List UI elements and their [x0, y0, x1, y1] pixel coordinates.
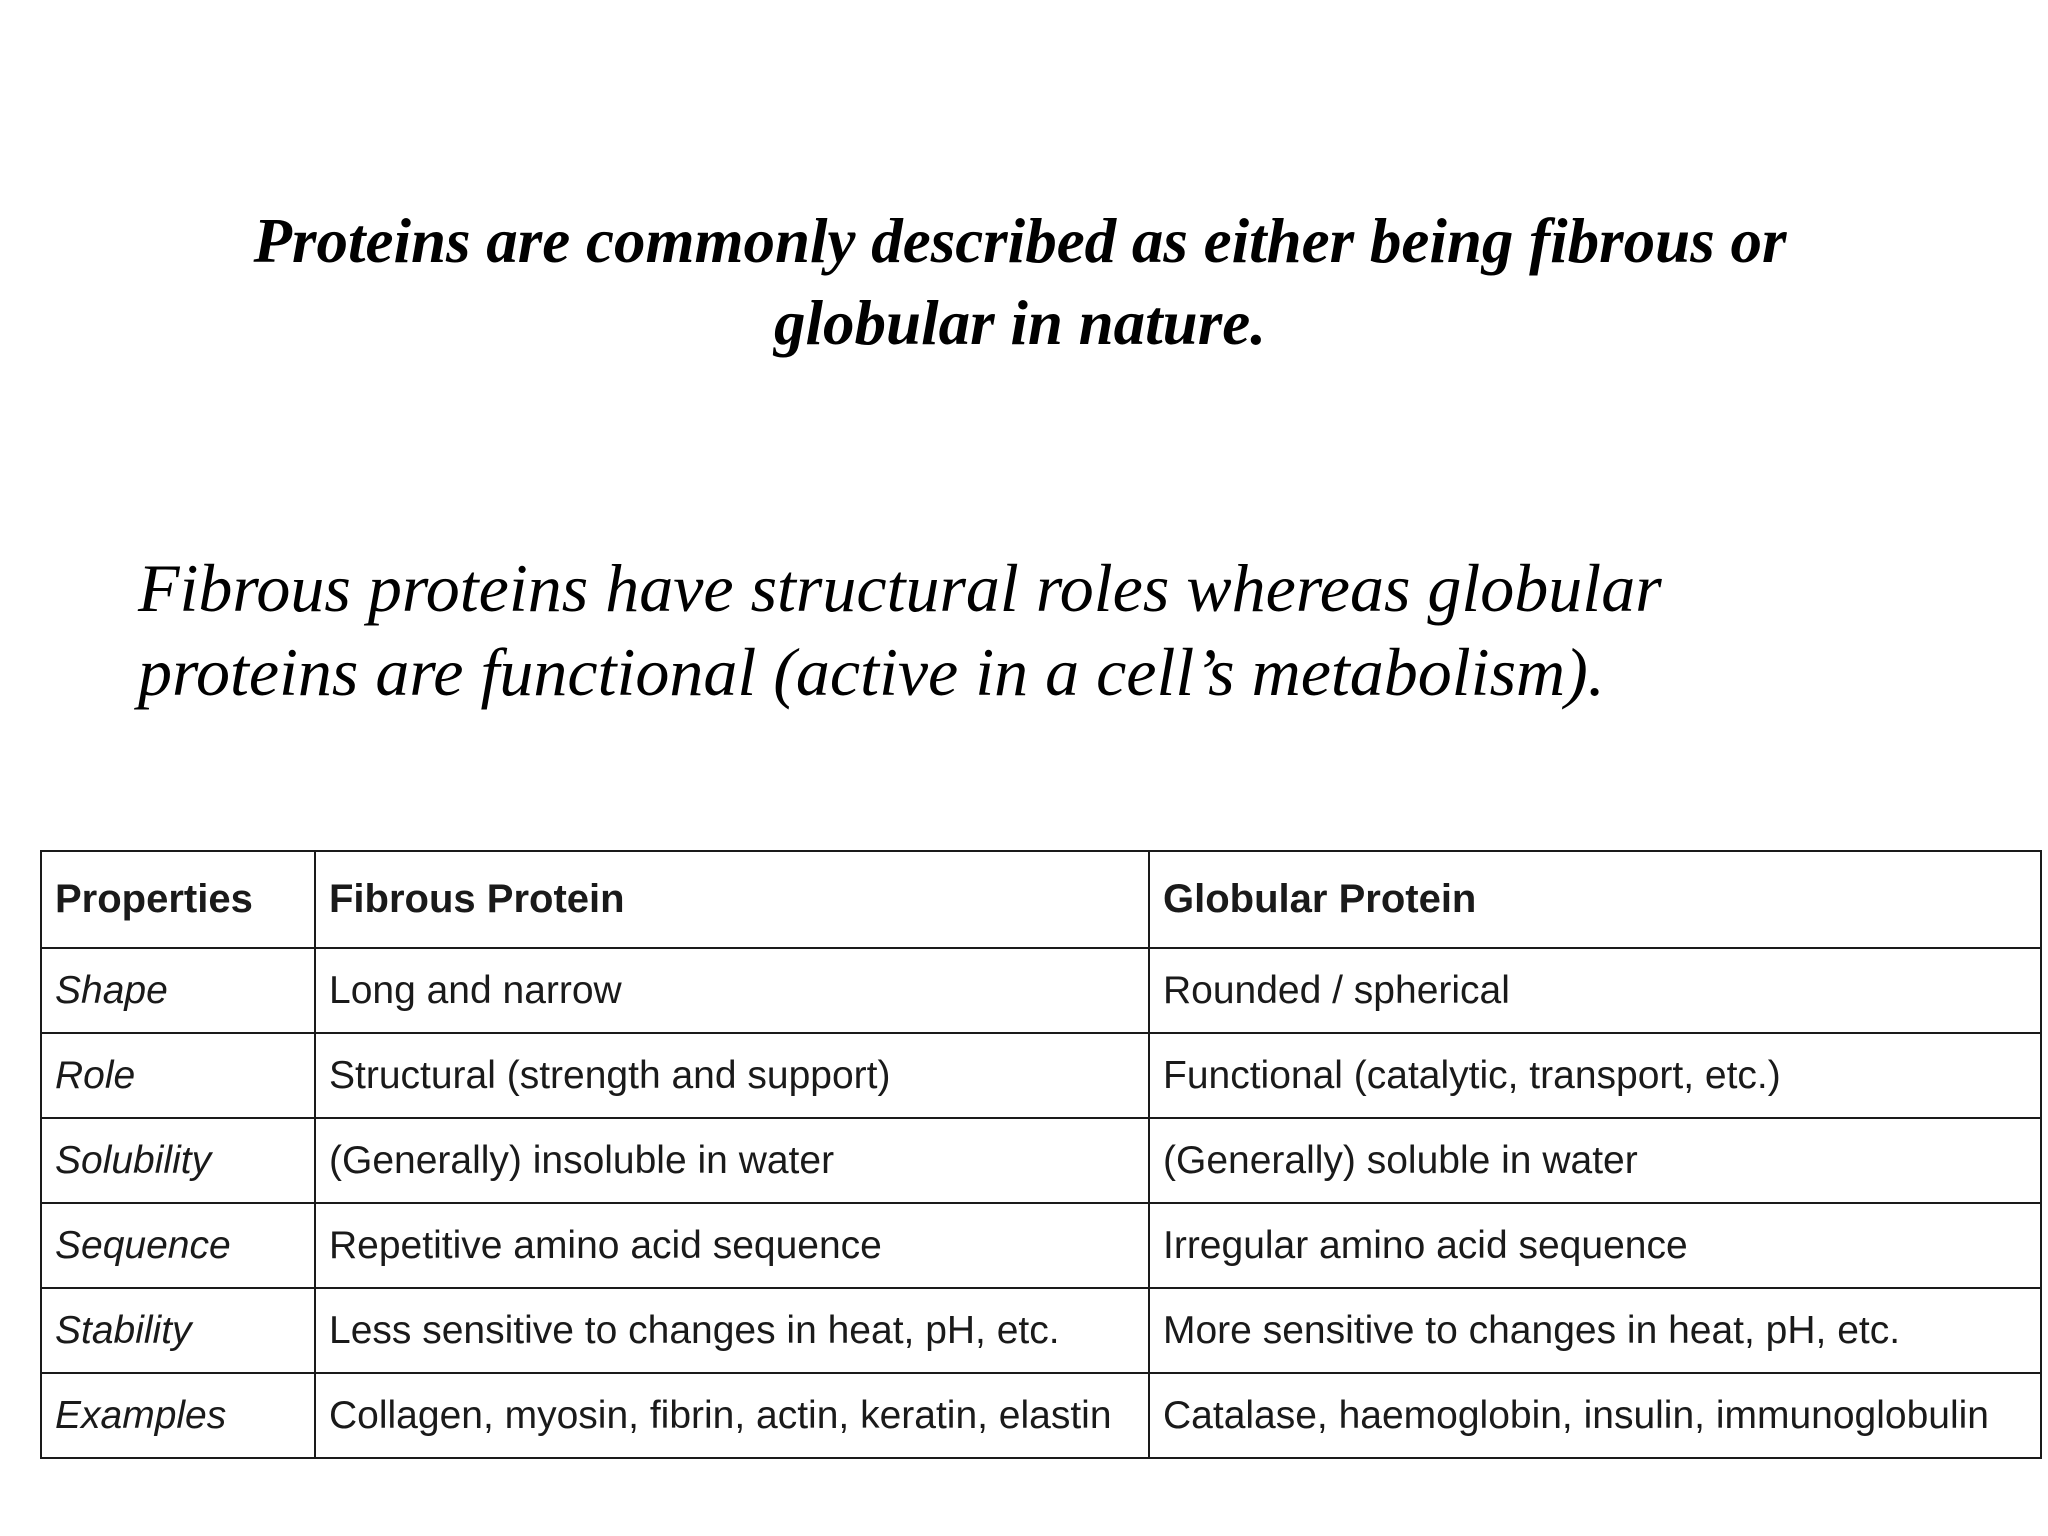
- header-fibrous-protein: Fibrous Protein: [315, 851, 1149, 948]
- table-row: [41, 948, 2041, 1033]
- fibrous-cell: Less sensitive to changes in heat, pH, etc.: [315, 1288, 1149, 1373]
- property-name-cell: Examples: [41, 1373, 315, 1458]
- protein-comparison-table: [40, 850, 2042, 1459]
- table-row: [41, 1288, 2041, 1373]
- fibrous-cell: Structural (strength and support): [315, 1033, 1149, 1118]
- globular-cell: More sensitive to changes in heat, pH, etc.: [1149, 1288, 2041, 1373]
- globular-cell: Catalase, haemoglobin, insulin, immunoglobulin: [1149, 1373, 2041, 1458]
- slide-body-text: Fibrous proteins have structural roles whereas globular proteins are functional (active in a cell’s metabolism).: [138, 550, 1662, 710]
- property-name-cell: Sequence: [41, 1203, 315, 1288]
- property-name-cell: Stability: [41, 1288, 315, 1373]
- table-row: [41, 1118, 2041, 1203]
- fibrous-cell: (Generally) insoluble in water: [315, 1118, 1149, 1203]
- fibrous-cell: Long and narrow: [315, 948, 1149, 1033]
- header-properties: Properties: [41, 851, 315, 948]
- comparison-table-container: [40, 850, 2040, 1459]
- table-header-row: [41, 851, 2041, 948]
- fibrous-cell: Collagen, myosin, fibrin, actin, keratin, elastin: [315, 1373, 1149, 1458]
- table-row: [41, 1203, 2041, 1288]
- table-row: [41, 1033, 2041, 1118]
- slide-title: Proteins are commonly described as either being fibrous or globular in nature.: [253, 206, 1787, 358]
- property-name-cell: Solubility: [41, 1118, 315, 1203]
- globular-cell: Irregular amino acid sequence: [1149, 1203, 2041, 1288]
- globular-cell: (Generally) soluble in water: [1149, 1118, 2041, 1203]
- table-row: [41, 1373, 2041, 1458]
- globular-cell: Functional (catalytic, transport, etc.): [1149, 1033, 2041, 1118]
- header-globular-protein: Globular Protein: [1149, 851, 2041, 948]
- property-name-cell: Role: [41, 1033, 315, 1118]
- property-name-cell: Shape: [41, 948, 315, 1033]
- fibrous-cell: Repetitive amino acid sequence: [315, 1203, 1149, 1288]
- globular-cell: Rounded / spherical: [1149, 948, 2041, 1033]
